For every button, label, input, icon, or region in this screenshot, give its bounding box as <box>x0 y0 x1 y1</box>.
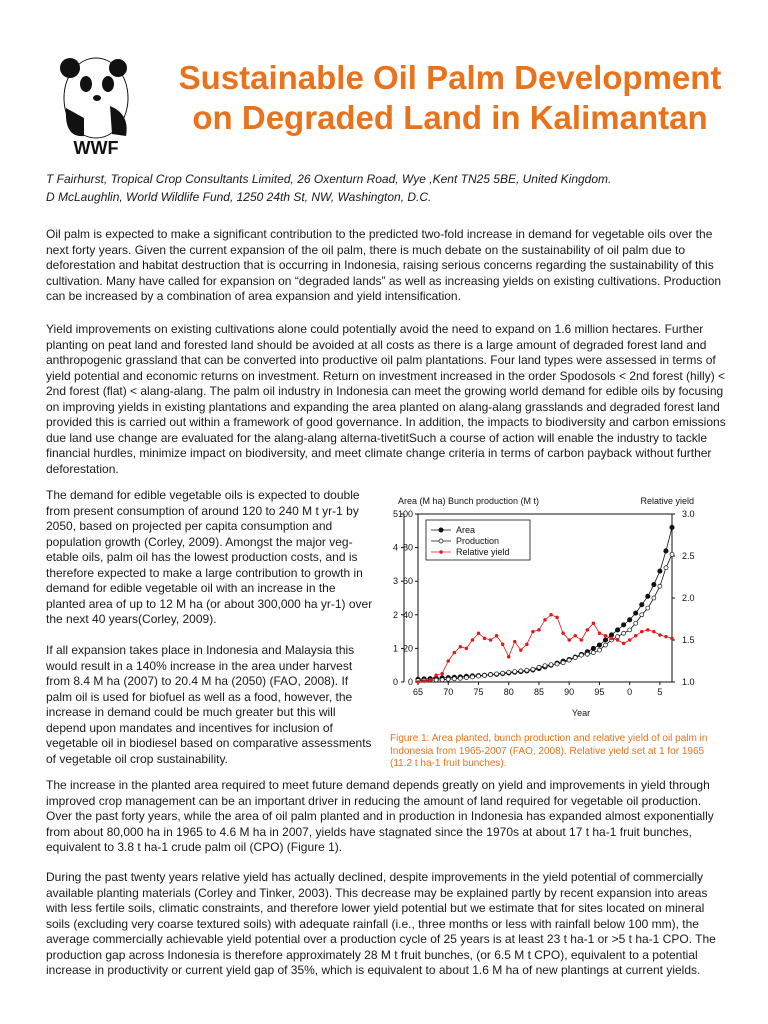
production-point <box>597 648 601 652</box>
x-tick-label: 80 <box>503 687 514 697</box>
production-point <box>561 661 565 665</box>
relative-yield-point <box>556 616 559 619</box>
figure-1-chart <box>382 490 712 722</box>
area-y-tick-label: 5 <box>392 509 398 519</box>
production-point <box>483 673 487 677</box>
author-line-1: T Fairhurst, Tropical Crop Consultants Limited, 26 Oxenturn Road, Wye ,Kent TN25 5BE, United Kingdom. <box>46 172 612 186</box>
relative-yield-point <box>532 630 535 633</box>
paragraph-planted-area: The increase in the planted area required to meet future demand depends greatly on yield and improvements in yield through improved crop management can be an important driver in reducing the amount of land required for vegetable oil production. Over the past forty years, while the area of oil palm planted and in production in Indonesia has expanded almost exponentially from about 80,000 ha in 1965 to 4.6 M ha in 2007, yields have stagnated since the 1970s at about 17 t ha-1 fruit bunches, equivalent to 3.8 t ha-1 crude palm oil (CPO) (Figure 1). <box>46 778 714 854</box>
production-point <box>640 613 644 617</box>
area-point <box>591 646 595 650</box>
production-point <box>470 675 474 679</box>
relative-yield-point <box>568 639 571 642</box>
relative-yield-point <box>519 649 522 652</box>
x-tick-label: 5 <box>657 687 663 697</box>
production-point <box>658 584 662 588</box>
x-tick-label: 95 <box>594 687 605 697</box>
x-tick-label: 65 <box>412 687 424 697</box>
relative-yield-point <box>471 639 474 642</box>
relative-yield-point <box>453 651 456 654</box>
legend-swatch-marker <box>439 528 443 532</box>
relative-yield-point <box>489 639 492 642</box>
legend-swatch-marker <box>440 551 443 554</box>
area-y-tick-label: 0 <box>392 677 398 687</box>
area-point <box>627 618 631 622</box>
relative-yield-point <box>634 634 637 637</box>
production-point <box>579 653 583 657</box>
area-point <box>597 643 601 647</box>
production-point <box>664 566 668 570</box>
relative-yield-point <box>652 630 655 633</box>
relative-yield-point <box>586 629 589 632</box>
production-point <box>585 652 589 656</box>
legend-entry: Production <box>456 536 500 546</box>
production-point <box>446 677 450 681</box>
chart-header-right: Relative yield <box>640 496 694 506</box>
relative-yield-point <box>495 634 498 637</box>
relative-yield-point <box>628 639 631 642</box>
figure-1-caption: Figure 1: Area planted, bunch production and relative yield of oil palm in Indonesia from 1965-2007 (FAO, 2008). Relative yield set at 1 for 1965 (11.2 t ha-1 fruit bunches). <box>390 733 708 769</box>
relative-yield-point <box>441 672 444 675</box>
relative-yield-point <box>483 637 486 640</box>
production-y-tick-label: 80 <box>402 542 413 553</box>
page-title <box>140 58 760 138</box>
relative-yield-point <box>574 634 577 637</box>
production-point <box>476 674 480 678</box>
area-point <box>634 611 638 615</box>
relative-yield-point <box>423 680 426 683</box>
legend-swatch-marker <box>439 539 443 543</box>
production-series-line <box>418 554 672 680</box>
production-point <box>567 658 571 662</box>
production-point <box>489 673 493 677</box>
production-point <box>434 678 438 682</box>
production-y-tick-label: 40 <box>402 609 413 620</box>
area-point <box>652 582 656 586</box>
chart-x-axis-label: Year <box>571 708 591 718</box>
area-y-tick-label: 2 <box>392 609 398 620</box>
production-y-tick-label: 60 <box>402 576 413 587</box>
x-tick-label: 90 <box>564 687 575 697</box>
production-point <box>591 651 595 655</box>
area-point <box>640 603 644 607</box>
production-point <box>525 668 529 672</box>
production-point <box>628 628 632 632</box>
production-point <box>537 665 541 669</box>
production-point <box>495 672 499 676</box>
author-line-2: D McLaughlin, World Wildlife Fund, 1250 24th St, NW, Washington, D.C. <box>46 190 432 204</box>
legend-entry: Area <box>456 525 476 535</box>
relative-yield-point <box>501 643 504 646</box>
relative-yield-point <box>465 647 468 650</box>
relative-yield-point <box>562 632 565 635</box>
production-point <box>519 669 523 673</box>
paragraph-intro: Oil palm is expected to make a significant contribution to the predicted two-fold increase in demand for vegetable oils over the next forty years. Given the current expansion of the oil palm, there is much debate on the sustainability of oil palm due to deforestation and habitat destruction that is occurring in Indonesia, raising serious concerns regarding the sustainability of this cultivation. Many have called for expansion on “degraded lands” as well as increasing yields on existing cultivations. Production can be increased by a combination of area expansion and yield intensification. <box>46 227 722 303</box>
relative-yield-point <box>646 629 649 632</box>
title-line-2: on Degraded Land in Kalimantan <box>192 99 708 136</box>
production-point <box>464 676 468 680</box>
logo-wordmark: WWF <box>73 138 119 158</box>
area-point <box>646 594 650 598</box>
x-tick-label: 75 <box>473 687 484 697</box>
x-tick-label: 70 <box>443 687 454 697</box>
production-point <box>543 664 547 668</box>
production-y-tick-label: 100 <box>397 509 413 519</box>
production-y-tick-label: 20 <box>402 643 413 654</box>
relative-yield-point <box>447 660 450 663</box>
production-point <box>531 667 535 671</box>
relative-yield-point <box>507 655 510 658</box>
wwf-panda-logo <box>56 48 136 158</box>
legend-entry: Relative yield <box>456 547 510 557</box>
paragraph-relative-yield: During the past twenty years relative yield has actually declined, despite improvements in the yield potential of commercially available planting materials (Corley and Tinker, 2003). This decrease may be explained partly by recent expansion into areas with less fertile soils, climatic constraints, and therefore lower yield potential but we estimate that for sites located on mineral soils (excluding very coarse textured soils) with adequate rainfall (i.e., three months or less with rainfall below 100 mm), the average commercially achievable yield potential over a production cycle of 25 years is at least 23 t ha-1 or >5 t ha-1 CPO. The production gap across Indonesia is therefore approximately 28 M t fruit bunches, (or 6.5 M t CPO), equivalent to a potential increase in productivity or current yield gap of 35%, which is equivalent to about 1.6 M ha of new plantings at current yields. <box>46 870 716 977</box>
relative-yield-point <box>610 637 613 640</box>
relative-yield-point <box>580 639 583 642</box>
chart-header-left: Area (M ha) Bunch production (M t) <box>398 496 540 506</box>
relative-yield-point <box>513 640 516 643</box>
relative-yield-point <box>550 613 553 616</box>
area-point <box>621 623 625 627</box>
relative-yield-point <box>459 645 462 648</box>
area-point <box>664 549 668 553</box>
relative-yield-point <box>435 674 438 677</box>
paragraph-demand: The demand for edible vegetable oils is expected to double from present consumption of around 120 to 240 M t yr-1 by 2050, based on projected per capita consumption and population growth (Corley, 2009). Amongst the major veg-etable oils, palm oil has the lowest production costs, and is therefore expected to make a large contribution to growth in demand for edible vegetable oil with an increase in the planted area of up to 12 M ha (or about 300,000 ha yr-1) over the next 40 years(Corley, 2009). <box>46 488 373 626</box>
production-point <box>555 662 559 666</box>
relative-yield-point <box>622 642 625 645</box>
relative-yield-point <box>477 632 480 635</box>
relative-y-tick-label: 1.0 <box>682 677 695 687</box>
area-point <box>603 638 607 642</box>
area-point <box>615 628 619 632</box>
production-point <box>440 678 444 682</box>
production-point <box>513 670 517 674</box>
relative-yield-point <box>659 634 662 637</box>
area-point <box>670 525 674 529</box>
relative-yield-point <box>429 679 432 682</box>
relative-y-tick-label: 1.5 <box>682 635 695 645</box>
paragraph-yield-improvements: Yield improvements on existing cultivations alone could potentially avoid the need to expand on 1.6 million hectares. Further planting on peat land and forested land should be avoided at all costs as there is a large amount of degraded forest land and anthropogenic grassland that can be converted into productive oil palm plantations. Four land types were assessed in terms of yield potential and economic returns on investment. Return on investment increased in the order Spodosols < 2nd forest (hilly) < 2nd forest (flat) < alang-alang. The palm oil industry in Indonesia can meet the growing world demand for edible oils by focusing on improving yields in existing plantations and expanding the area planted on alang-alang grasslands and degraded forest land provided this is carried out within a framework of good governance. In addition, the impacts to biodiversity and carbon emissions due land use change are evaluated for the alang-alang alterna-tivetitSuch a course of action will enable the industry to tackle financial hurdles, minimize impact on biodiversity, and meet climate change criteria in terms of carbon payback without further deforestation. <box>46 322 726 476</box>
production-point <box>573 656 577 660</box>
relative-yield-point <box>544 618 547 621</box>
production-point <box>616 635 620 639</box>
relative-yield-point <box>604 634 607 637</box>
x-tick-label: 0 <box>627 687 633 697</box>
area-y-tick-label: 4 <box>392 542 398 553</box>
production-point <box>549 663 553 667</box>
relative-yield-point <box>616 639 619 642</box>
production-point <box>652 596 656 600</box>
production-point <box>603 643 607 647</box>
relative-y-tick-label: 2.0 <box>682 593 695 603</box>
production-point <box>501 671 505 675</box>
production-point <box>646 606 650 610</box>
relative-y-tick-label: 2.5 <box>682 551 695 561</box>
area-y-tick-label: 1 <box>392 643 398 654</box>
relative-yield-point <box>665 635 668 638</box>
production-point <box>458 676 462 680</box>
relative-yield-point <box>598 632 601 635</box>
author-block <box>46 170 736 206</box>
x-tick-label: 85 <box>533 687 544 697</box>
relative-yield-point <box>592 622 595 625</box>
production-point <box>634 621 638 625</box>
area-point <box>658 569 662 573</box>
relative-yield-point <box>417 681 420 684</box>
paragraph-expansion: If all expansion takes place in Indonesia and Malaysia this would result in a 140% increase in the area under harvest from 8.4 M ha (2007) to 20.4 M ha (2050) (FAO, 2008). If palm oil is used for biofuel as well as a food, however, the increase in demand could be much greater but this will depend upon mandates and incentives for inclusion of vegetable oil in biodiesel based on comparative assessments of vegetable oil crop sustainability. <box>46 643 372 766</box>
area-y-tick-label: 3 <box>392 576 398 587</box>
production-point <box>507 670 511 674</box>
production-point <box>452 677 456 681</box>
relative-yield-point <box>640 630 643 633</box>
relative-yield-point <box>671 637 674 640</box>
area-point <box>609 633 613 637</box>
production-y-tick-label: 0 <box>407 677 413 687</box>
relative-y-tick-label: 3.0 <box>682 509 695 519</box>
relative-yield-point <box>538 629 541 632</box>
title-line-1: Sustainable Oil Palm Development <box>178 59 722 96</box>
relative-yield-point <box>525 643 528 646</box>
production-point <box>670 552 674 556</box>
production-point <box>622 631 626 635</box>
